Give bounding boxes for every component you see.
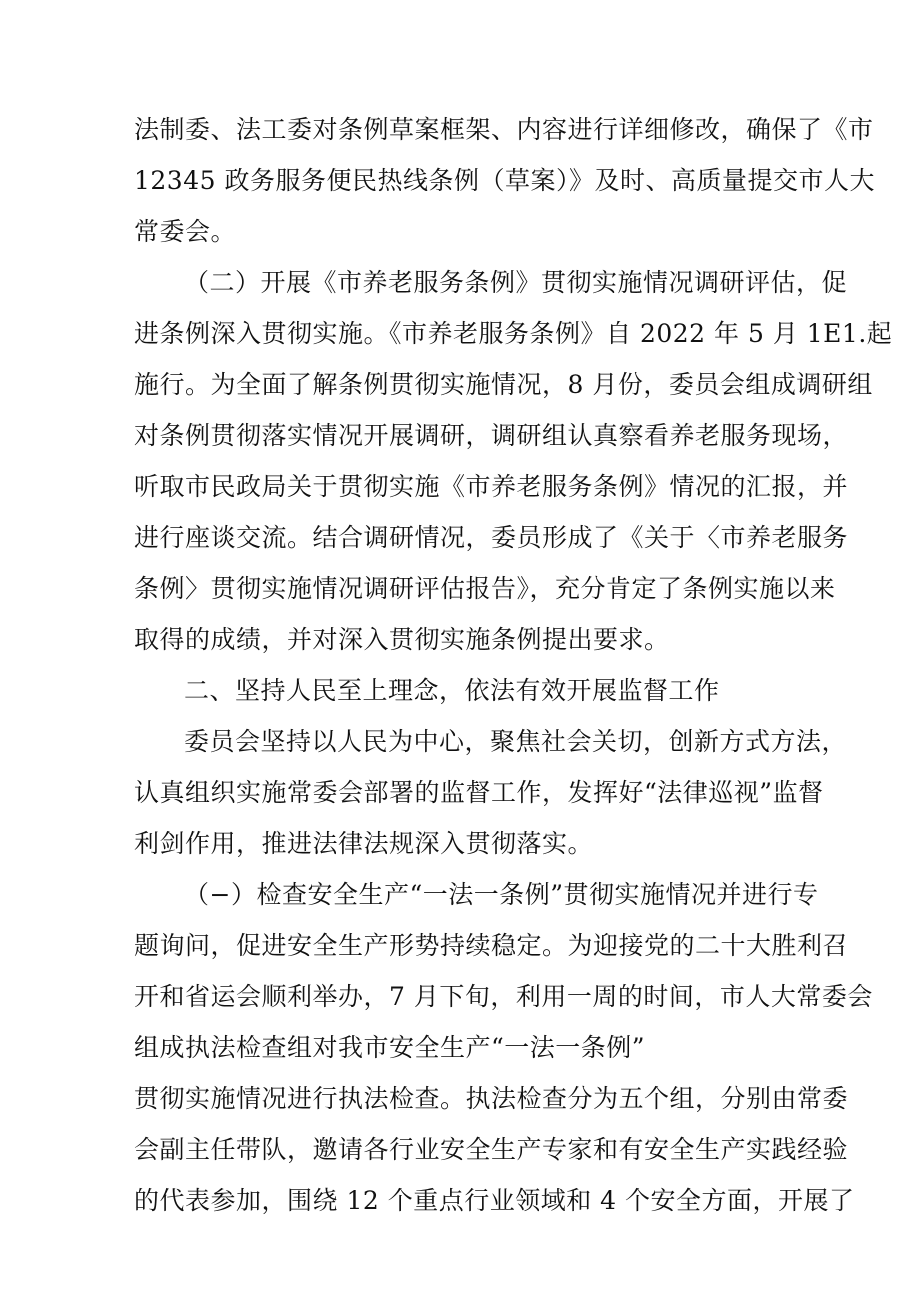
text-line: 条例〉贯彻实施情况调研评估报告》，充分肯定了条例实施以来	[134, 574, 836, 603]
text-line: 法制委、法工委对条例草案框架、内容进行详细修改，确保了《市	[134, 115, 874, 144]
text-line: 进行座谈交流。结合调研情况，委员形成了《关于〈市养老服务	[134, 523, 849, 552]
text-line: 12345 政务服务便民热线条例（草案）》及时、高质量提交市人大	[134, 166, 875, 195]
text-line: 委员会坚持以人民为中心，聚焦社会关切，创新方式方法，	[184, 727, 848, 756]
text-line: 贯彻实施情况进行执法检查。执法检查分为五个组，分别由常委	[134, 1084, 849, 1113]
text-line: 取得的成绩，并对深入贯彻实施条例提出要求。	[134, 625, 670, 654]
section-heading: 二、坚持人民至上理念，依法有效开展监督工作	[184, 676, 720, 705]
text-line: 的代表参加，围绕 12 个重点行业领域和 4 个安全方面，开展了	[134, 1186, 855, 1215]
section-heading: （−）检查安全生产“一法一条例”贯彻实施情况并进行专	[184, 880, 819, 909]
text-line: 认真组织实施常委会部署的监督工作，发挥好“法律巡视”监督	[134, 778, 824, 807]
section-heading: （二）开展《市养老服务条例》贯彻实施情况调研评估，促	[184, 268, 848, 297]
text-line: 利剑作用，推进法律法规深入贯彻落实。	[134, 829, 594, 858]
text-line: 开和省运会顺利举办，7 月下旬，利用一周的时间，市人大常委会	[134, 982, 873, 1011]
text-line: 听取市民政局关于贯彻实施《市养老服务条例》情况的汇报，并	[134, 472, 849, 501]
text-line: 会副主任带队，邀请各行业安全生产专家和有安全生产实践经验	[134, 1135, 849, 1164]
text-line: 组成执法检查组对我市安全生产“一法一条例”	[134, 1033, 646, 1062]
text-line: 对条例贯彻落实情况开展调研，调研组认真察看养老服务现场，	[134, 421, 849, 450]
text-line: 常委会。	[134, 217, 237, 246]
text-line: 施行。为全面了解条例贯彻实施情况，8 月份，委员会组成调研组	[134, 370, 873, 399]
text-line: 题询问，促进安全生产形势持续稳定。为迎接党的二十大胜利召	[134, 931, 849, 960]
text-line: 进条例深入贯彻实施。《市养老服务条例》自 2022 年 5 月 1E1.起	[134, 319, 893, 348]
